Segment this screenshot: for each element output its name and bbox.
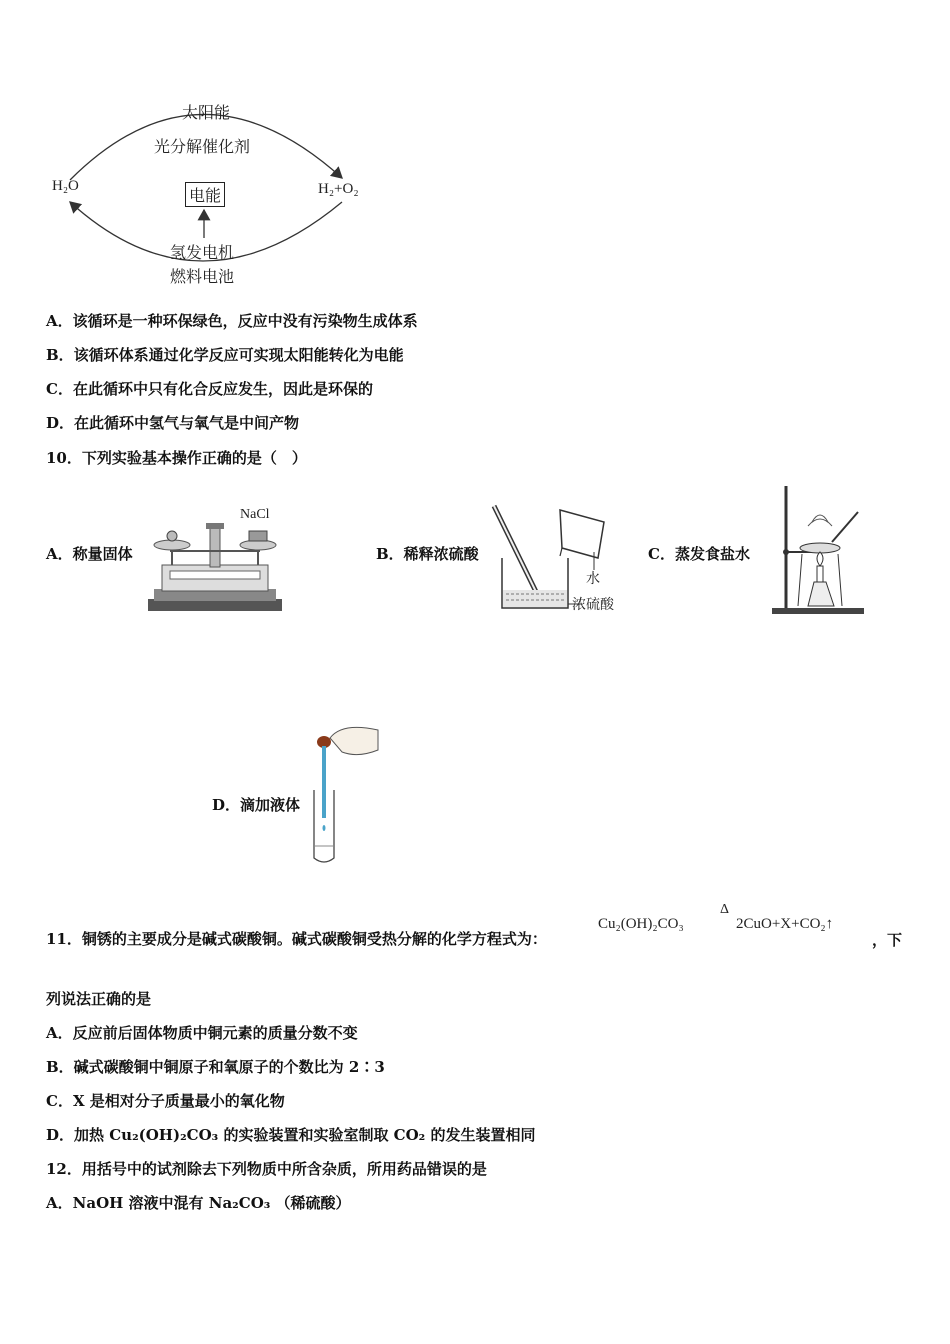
equation-lhs: Cu₂(OH)₂CO₃ <box>598 916 684 932</box>
nacl-label: NaCl <box>240 507 270 522</box>
equation-condition: Δ <box>720 902 730 917</box>
dropper-drawing <box>302 718 382 866</box>
q9-option-d: D．在此循环中氢气与氧气是中间产物 <box>46 414 300 432</box>
q12-stem: 12．用括号中的试剂除去下列物质中所含杂质，所用药品错误的是 <box>46 1160 487 1178</box>
diagram-left-node: H₂O <box>52 178 79 194</box>
balance-illustration <box>140 505 290 615</box>
q9-option-a: A．该循环是一种环保绿色，反应中没有污染物生成体系 <box>46 312 418 330</box>
evaporation-drawing <box>768 482 868 618</box>
q12-option-a: A．NaOH 溶液中混有 Na₂CO₃ （稀硫酸） <box>46 1194 351 1212</box>
dilution-illustration <box>490 500 640 615</box>
diagram-center-box: 电能 <box>185 182 225 207</box>
q11-equation <box>598 902 868 942</box>
q10-option-d: D．滴加液体 <box>212 796 301 814</box>
diagram-right-node: H₂+O₂ <box>318 181 359 197</box>
q11-stem-end: ，下 <box>872 931 903 949</box>
q9-option-b: B．该循环体系通过化学反应可实现太阳能转化为电能 <box>46 346 404 364</box>
q11-option-b: B．碱式碳酸铜中铜原子和氧原子的个数比为 2∶3 <box>46 1058 385 1076</box>
diagram-bottom-label-1: 氢发电机 <box>170 243 235 262</box>
q10-option-b: B．稀释浓硫酸 <box>376 545 479 563</box>
diagram-bottom-label-2: 燃料电池 <box>170 267 235 286</box>
q11-option-d: D．加热 Cu₂(OH)₂CO₃ 的实验装置和实验室制取 CO₂ 的发生装置相同 <box>46 1126 536 1144</box>
diagram-top-label-2: 光分解催化剂 <box>154 137 251 156</box>
evaporation-illustration <box>768 482 868 618</box>
dropper-illustration <box>302 718 382 866</box>
diagram-top-label-1: 太阳能 <box>182 103 231 122</box>
q11-stem-start: 11．铜锈的主要成分是碱式碳酸铜。碱式碳酸铜受热分解的化学方程式为： <box>46 930 547 948</box>
q11-stem-cont: 列说法正确的是 <box>46 990 152 1008</box>
q11-option-c: C．X 是相对分子质量最小的氧化物 <box>46 1092 285 1110</box>
acid-label: 浓硫酸 <box>572 597 614 613</box>
water-label: 水 <box>586 571 600 587</box>
q9-option-c: C．在此循环中只有化合反应发生，因此是环保的 <box>46 380 373 398</box>
cycle-diagram <box>40 90 400 290</box>
q10-option-a: A．称量固体 <box>46 545 133 563</box>
dilution-drawing <box>490 500 640 615</box>
equation-rhs: 2CuO+X+CO₂↑ <box>736 916 834 932</box>
q11-option-a: A．反应前后固体物质中铜元素的质量分数不变 <box>46 1024 358 1042</box>
q10-option-c: C．蒸发食盐水 <box>648 545 750 563</box>
q10-stem: 10．下列实验基本操作正确的是（ ） <box>46 449 307 467</box>
